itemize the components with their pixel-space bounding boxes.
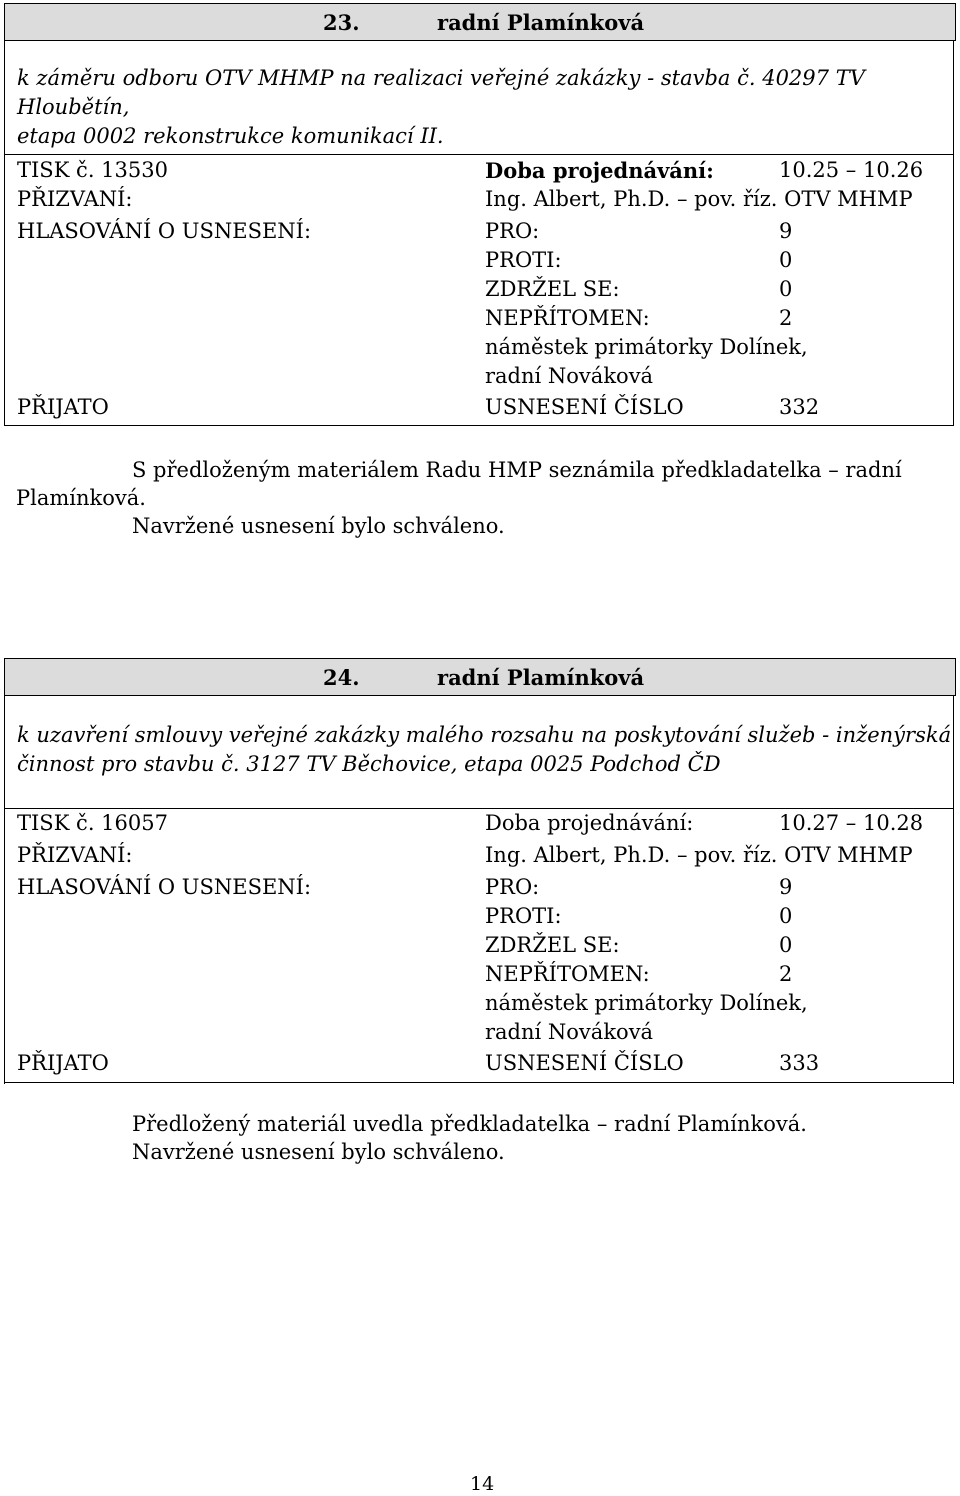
note-line: Plamínková.: [16, 486, 146, 510]
doba-label: Doba projednávání:: [485, 158, 714, 183]
nepritomen-label: NEPŘÍTOMEN:: [485, 306, 650, 330]
prizvani-value: Ing. Albert, Ph.D. – pov. říz. OTV MHMP: [485, 843, 913, 867]
pro-value: 9: [779, 875, 793, 899]
usneseni-value: 332: [779, 395, 820, 419]
item-note: [16, 1110, 936, 1166]
proti-value: 0: [779, 904, 793, 928]
absent-line: náměstek primátorky Dolínek,: [485, 991, 808, 1015]
zdrzel-value: 0: [779, 933, 793, 957]
note-line: Navržené usnesení bylo schváleno.: [132, 1140, 505, 1164]
pro-label: PRO:: [485, 219, 540, 243]
note-line: Navržené usnesení bylo schváleno.: [132, 514, 505, 538]
zdrzel-label: ZDRŽEL SE:: [485, 277, 620, 301]
usneseni-value: 333: [779, 1051, 820, 1075]
proti-label: PROTI:: [485, 904, 562, 928]
subject-line: k záměru odboru OTV MHMP na realizaci veřejné zakázky - stavba č. 40297 TV Hloubětín,: [17, 66, 865, 119]
result-label: PŘIJATO: [17, 395, 109, 419]
proti-label: PROTI:: [485, 248, 562, 272]
item-subject: [4, 695, 954, 808]
voting-table: [4, 808, 954, 1084]
pro-label: PRO:: [485, 875, 540, 899]
absent-line: radní Nováková: [485, 364, 654, 388]
prizvani-value: Ing. Albert, Ph.D. – pov. říz. OTV MHMP: [485, 187, 913, 211]
note-line: S předloženým materiálem Radu HMP seznámila předkladatelka – radní: [132, 458, 902, 482]
voting-table: [4, 154, 954, 426]
prizvani-label: PŘIZVANÍ:: [17, 843, 133, 867]
note-line: Předložený materiál uvedla předkladatelka – radní Plamínková.: [132, 1112, 807, 1136]
hlasovani-label: HLASOVÁNÍ O USNESENÍ:: [17, 219, 312, 243]
item-header: [4, 658, 956, 696]
subject-line: etapa 0002 rekonstrukce komunikací II.: [17, 124, 444, 148]
nepritomen-label: NEPŘÍTOMEN:: [485, 962, 650, 986]
subject-line: k uzavření smlouvy veřejné zakázky malého rozsahu na poskytování služeb - inženýrská: [17, 723, 952, 747]
item-subject: [4, 40, 954, 155]
absent-line: radní Nováková: [485, 1020, 654, 1044]
proti-value: 0: [779, 248, 793, 272]
usneseni-label: USNESENÍ ČÍSLO: [485, 395, 684, 419]
zdrzel-value: 0: [779, 277, 793, 301]
result-label: PŘIJATO: [17, 1051, 109, 1075]
nepritomen-value: 2: [779, 306, 793, 330]
item-note: [16, 456, 936, 540]
item-presenter: radní Plamínková: [437, 10, 645, 35]
item-header: [4, 3, 956, 41]
tisk-number: TISK č. 16057: [17, 811, 168, 835]
item-presenter: radní Plamínková: [437, 665, 645, 690]
doba-label: Doba projednávání:: [485, 811, 694, 835]
doba-value: 10.27 – 10.28: [779, 811, 924, 835]
zdrzel-label: ZDRŽEL SE:: [485, 933, 620, 957]
usneseni-label: USNESENÍ ČÍSLO: [485, 1051, 684, 1075]
absent-line: náměstek primátorky Dolínek,: [485, 335, 808, 359]
prizvani-label: PŘIZVANÍ:: [17, 187, 133, 211]
page-number: 14: [470, 1473, 495, 1495]
subject-line: činnost pro stavbu č. 3127 TV Běchovice, etapa 0025 Podchod ČD: [17, 752, 721, 776]
item-number: 23.: [323, 10, 360, 35]
nepritomen-value: 2: [779, 962, 793, 986]
item-number: 24.: [323, 665, 360, 690]
table-bottom-rule: [4, 1082, 954, 1083]
doba-value: 10.25 – 10.26: [779, 158, 924, 182]
pro-value: 9: [779, 219, 793, 243]
hlasovani-label: HLASOVÁNÍ O USNESENÍ:: [17, 875, 312, 899]
tisk-number: TISK č. 13530: [17, 158, 168, 182]
